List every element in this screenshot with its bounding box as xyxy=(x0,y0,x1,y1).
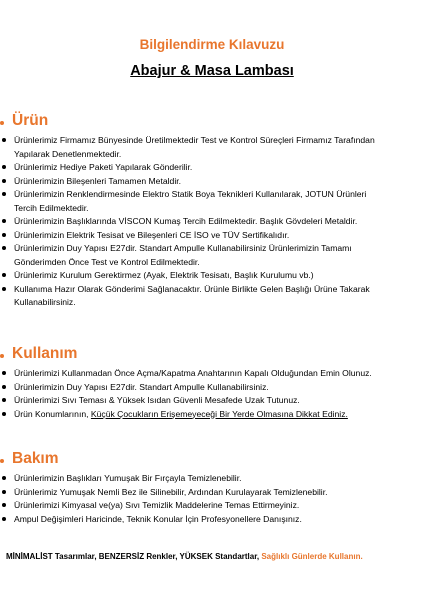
list-item: Kullanıma Hazır Olarak Gönderimi Sağlanacaktır. Ürünle Birlikte Gelen Başlığı Ürüne Takarak xyxy=(0,283,424,297)
bullet-icon xyxy=(2,385,6,389)
list-item: Ürünlerimiz Hediye Paketi Yapılarak Gönderilir. xyxy=(0,161,424,175)
section-heading xyxy=(0,112,424,132)
guide-title: Bilgilendirme Kılavuzu xyxy=(139,37,285,52)
list-item: Ürünlerimiz Kurulum Gerektirmez (Ayak, Elektrik Tesisatı, Başlık Kurulumu vb.) xyxy=(0,269,424,283)
bullet-icon xyxy=(2,246,6,250)
product-subtitle: Abajur & Masa Lambası xyxy=(130,63,294,79)
bullet-icon xyxy=(2,398,6,402)
list-item: Ürünlerimizin Renklendirmesinde Elektro Statik Boya Teknikleri Kullanılarak, JOTUN Ürünleri xyxy=(0,188,424,202)
list-item: Ürünlerimizin Başlıklarında VİSCON Kumaş Tercih Edilmektedir. Başlık Gövdeleri Metaldir. xyxy=(0,215,424,229)
list-item-continuation: Yapılarak Denetlenmektedir. xyxy=(14,148,122,159)
list-item: Ürünlerimiz Yumuşak Nemli Bez ile Silinebilir, Ardından Kurulayarak Temizlenebilir. xyxy=(0,486,424,500)
list-item-continuation: Kullanabilirsiniz. xyxy=(14,297,76,307)
list-item: Ürünlerimizin Duy Yapısı E27dir. Standart Ampulle Kullanabilirsiniz Ürünlerimizin Tamamı xyxy=(0,242,424,256)
list-item: Ürünlerimizi Kimyasal ve(ya) Sıvı Temizlik Maddelerine Temas Ettirmeyiniz. xyxy=(0,499,424,513)
bullet-icon xyxy=(2,412,6,416)
bullet-icon xyxy=(2,233,6,237)
bullet-icon xyxy=(2,490,6,494)
section-heading-text: Ürün xyxy=(12,112,49,129)
bullet-icon xyxy=(0,121,4,125)
bullet-icon xyxy=(2,192,6,196)
section-urun xyxy=(0,112,424,310)
bullet-icon xyxy=(2,138,6,142)
list-item: Ürünlerimizin Bileşenleri Tamamen Metaldir. xyxy=(0,175,424,189)
footer-orange-text: Sağlıklı Günlerde Kullanın. xyxy=(261,552,363,561)
list-item: Ürünlerimizi Sıvı Teması & Yüksek Isıdan Güvenli Mesafede Uzak Tutunuz. xyxy=(0,394,424,408)
list-item-continuation: Tercih Edilmektedir. xyxy=(14,202,89,213)
section-heading xyxy=(0,450,424,470)
bullet-icon xyxy=(2,219,6,223)
list-item: Ürünlerimizin Elektrik Tesisat ve Bileşenleri CE İSO ve TÜV Sertifikalıdır. xyxy=(0,229,424,243)
bullet-icon xyxy=(0,354,4,358)
bullet-icon xyxy=(0,459,4,463)
item-list xyxy=(0,367,424,421)
item-list xyxy=(0,134,424,310)
bullet-icon xyxy=(2,371,6,375)
bullet-icon xyxy=(2,476,6,480)
bullet-icon xyxy=(2,503,6,507)
list-item: Ürünlerimizin Duy Yapısı E27dir. Standart Ampulle Kullanabilirsiniz. xyxy=(0,381,424,395)
list-item-continuation: Gönderimden Önce Test ve Kontrol Edilmektedir. xyxy=(14,256,200,267)
bullet-icon xyxy=(2,273,6,277)
list-item: Ampul Değişimleri Haricinde, Teknik Konular İçin Profesyonellere Danışınız. xyxy=(0,513,424,527)
section-heading-text: Bakım xyxy=(12,450,59,467)
section-kullanim xyxy=(0,345,424,421)
warning-underlined-text: Küçük Çocukların Erişemeyeceği Bir Yerde Olmasına Dikkat Ediniz. xyxy=(90,408,348,419)
section-bakim xyxy=(0,450,424,526)
bullet-icon xyxy=(2,165,6,169)
list-item: Ürünlerimiz Firmamız Bünyesinde Üretilmektedir Test ve Kontrol Süreçleri Firmamız Tarafından xyxy=(0,134,424,148)
footer-tagline xyxy=(6,552,363,561)
item-list xyxy=(0,472,424,526)
section-heading xyxy=(0,345,424,365)
list-item: Ürün Konumlarının, Küçük Çocukların Erişemeyeceği Bir Yerde Olmasına Dikkat Ediniz. xyxy=(0,408,424,422)
list-item: Ürünlerimizi Kullanmadan Önce Açma/Kapatma Anahtarının Kapalı Olduğundan Emin Olunuz. xyxy=(0,367,424,381)
bullet-icon xyxy=(2,287,6,291)
section-heading-text: Kullanım xyxy=(12,345,78,362)
footer-black-text: MİNİMALİST Tasarımlar, BENZERSİZ Renkler, YÜKSEK Standartlar, xyxy=(6,552,262,561)
bullet-icon xyxy=(2,179,6,183)
list-item: Ürünlerimizin Başlıkları Yumuşak Bir Fırçayla Temizlenebilir. xyxy=(0,472,424,486)
bullet-icon xyxy=(2,517,6,521)
